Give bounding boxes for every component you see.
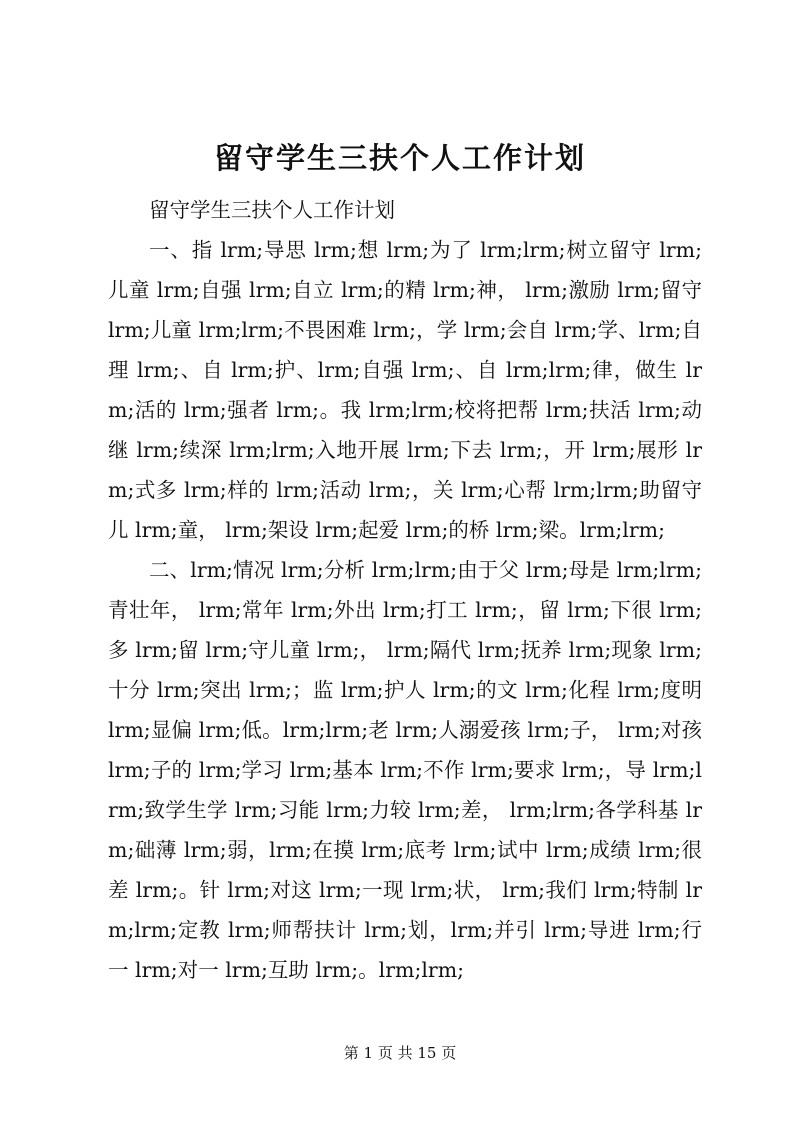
page-number-footer: 第 1 页 共 15 页 bbox=[343, 1044, 457, 1062]
paragraph-situation-analysis: 二、lrm;情况 lrm;分析 lrm;lrm;由于父 lrm;母是 lrm;lrm;青壮年， lrm;常年 lrm;外出 lrm;打工 lrm;，留 lrm;下很 lrm;多 lrm;留 lrm;守儿童 lrm;， lrm;隔代 lrm;抚养 lrm;现象 lrm;十分 lrm;突出 lrm;；监 lrm;护人 lrm;的文 lrm;化程 lrm;度明 lrm;显偏 lrm;低。lrm;lrm;老 lrm;人溺爱孩 lrm;子， lrm;对孩 lrm;子的 lrm;学习 lrm;基本 lrm;不作 lrm;要求 lrm;，导 lrm;lrm;致学生学 lrm;习能 lrm;力较 lrm;差， lrm;lrm;各学科基 lrm;础薄 lrm;弱，lrm;在摸 lrm;底考 lrm;试中 lrm;成绩 lrm;很差 lrm;。针 lrm;对这 lrm;一现 lrm;状， lrm;我们 lrm;特制 lrm;lrm;定教 lrm;师帮扶计 lrm;划，lrm;并引 lrm;导进 lrm;行一 lrm;对一 lrm;互助 lrm;。lrm;lrm; bbox=[108, 558, 702, 982]
paragraph-subtitle: 留守学生三扶个人工作计划 bbox=[149, 198, 395, 222]
paragraph-guiding-ideology: 一、指 lrm;导思 lrm;想 lrm;为了 lrm;lrm;树立留守 lrm;儿童 lrm;自强 lrm;自立 lrm;的精 lrm;神， lrm;激励 lrm;留守 lrm;儿童 lrm;lrm;不畏困难 lrm;，学 lrm;会自 lrm;学、lrm;自理 lrm;、自 lrm;护、lrm;自强 lrm;、自 lrm;lrm;律，做生 lrm;活的 lrm;强者 lrm;。我 lrm;lrm;校将把帮 lrm;扶活 lrm;动继 lrm;续深 lrm;lrm;入地开展 lrm;下去 lrm;，开 lrm;展形 lrm;式多 lrm;样的 lrm;活动 lrm;，关 lrm;心帮 lrm;lrm;助留守儿 lrm;童， lrm;架设 lrm;起爱 lrm;的桥 lrm;梁。lrm;lrm; bbox=[108, 238, 702, 542]
document-body bbox=[108, 190, 702, 990]
document-title: 留守学生三扶个人工作计划 bbox=[213, 141, 586, 175]
